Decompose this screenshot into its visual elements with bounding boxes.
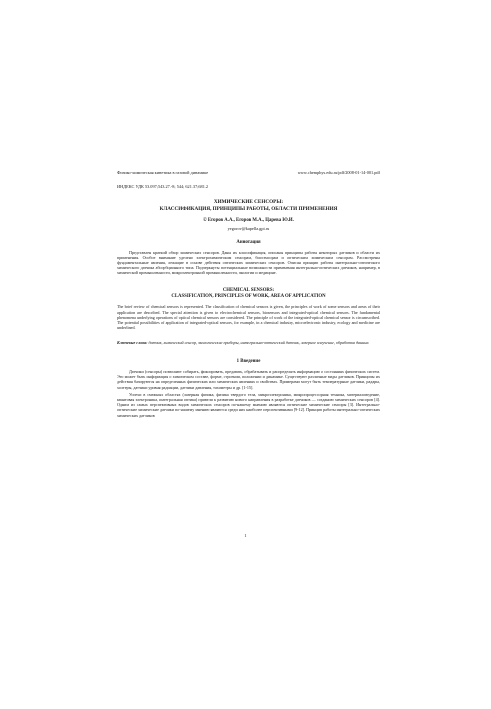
author-email[interactable]: yegorov@kapella.gpi.ru [227,226,270,232]
keywords-block [117,340,380,345]
keywords-text: датчик, химический сенсор, экологические приборы, интегрально-оптический датчик, лазерное излучение, обработка данных [148,340,369,346]
intro-paragraph-2: Успехи в смежных областях (лазерная физика, физика твердого тела, микроэлектроника, микропроцессорная техника, материаловедение, квантовая электроника, интегральная оптика) привели к развитию нового направления в разработке датчиков — созданию химических сенсоров [4]. Одним из самых перспективных видов химических сенсоров по-нашему мнению являются оптические химические сенсоры [3]. Интегрально-оптические химические датчики по-нашему мнению являются среди них наиболее перспективными [9-12]. Принцип работы интегрально-оптических химических датчиков [117,391,380,418]
english-title-line-2: CLASSIFICATION, PRINCIPLES OF WORK, AREA OF APPLICATION [171,294,326,300]
paper-title [117,199,380,212]
journal-url[interactable]: www.chemphys.edu.ru/pdf/2008-01-14-001.pdf [297,170,380,175]
udc-index: ИНДЕКС УДК 53.097;543.27.-8; 544; 621.37;681.2 [117,184,209,189]
english-title [117,288,380,301]
journal-name: Физико-химическая кинетика в газовой динамике [117,170,209,175]
page-number: 1 [244,533,247,538]
running-header [117,170,380,176]
intro-paragraph-1: Датчики (сенсоры) позволяют собирать, фиксировать, предавать, обрабатывать и распределять информацию о состояниях физических систем. Это может быть информация о химическом составе, форме, строении, положении и динамике. Существуют различные виды датчиков. Принципы их действия базируются на определенных физических или химических явлениях и свойствах. Примерами могут быть температурные датчики, радары, холтеры, датчики уровня радиации, датчики давления, тахометры и др. [1-15]. [117,369,380,390]
paper-content [117,170,380,418]
author-list: © Егоров А.А., Егоров М.А., Царева Ю.И. [203,218,294,224]
abstract-heading: Аннотация [236,240,261,246]
intro-heading: 1 Введение [236,358,261,364]
paper-title-line-1: ХИМИЧЕСКИЕ СЕНСОРЫ: [213,199,284,205]
abstract-en-text: The brief review of chemical sensors is represented. The classification of chemical sensors is given, the principles of work of some sensors and areas of their application are described. The special attention is given to electrochemical sensors, biosensors and integrated-optical chemical sensors. The fundamental phenomena underlying operations of optical chemical sensors are considered. The principle of work of the integrated-optical chemical sensor is circumscribed. The potential possibilities of application of integrated-optical sensors, for example, in a chemical industry, microelectronic industry, ecology and medicine are underlined. [117,304,380,331]
keywords-label: Ключевые слова: [117,340,148,346]
english-title-line-1: CHEMICAL SENSORS: [222,287,275,293]
abstract-ru-text: Представлен краткий обзор химических сенсоров. Даны их классификация, описаны принципы работы некоторых датчиков и области их применения. Особое внимание уделено электрохимическим сенсорам, биосенсорам и оптическим химическим сенсорам. Рассмотрены фундаментальные явления, лежащие в основе действия оптических химических сенсоров. Описан принцип работы интегрально-оптического химического датчика абсорбционного типа. Подчеркнуты потенциальные возможности применения интегрально-оптических датчиков, например, в химической промышленности, микроэлектронной промышленности, экологии и медицине. [117,249,380,276]
paper-title-line-2: КЛАССИФИКАЦИЯ, ПРИНЦИПЫ РАБОТЫ, ОБЛАСТИ ПРИМЕНЕНИЯ [159,205,338,212]
